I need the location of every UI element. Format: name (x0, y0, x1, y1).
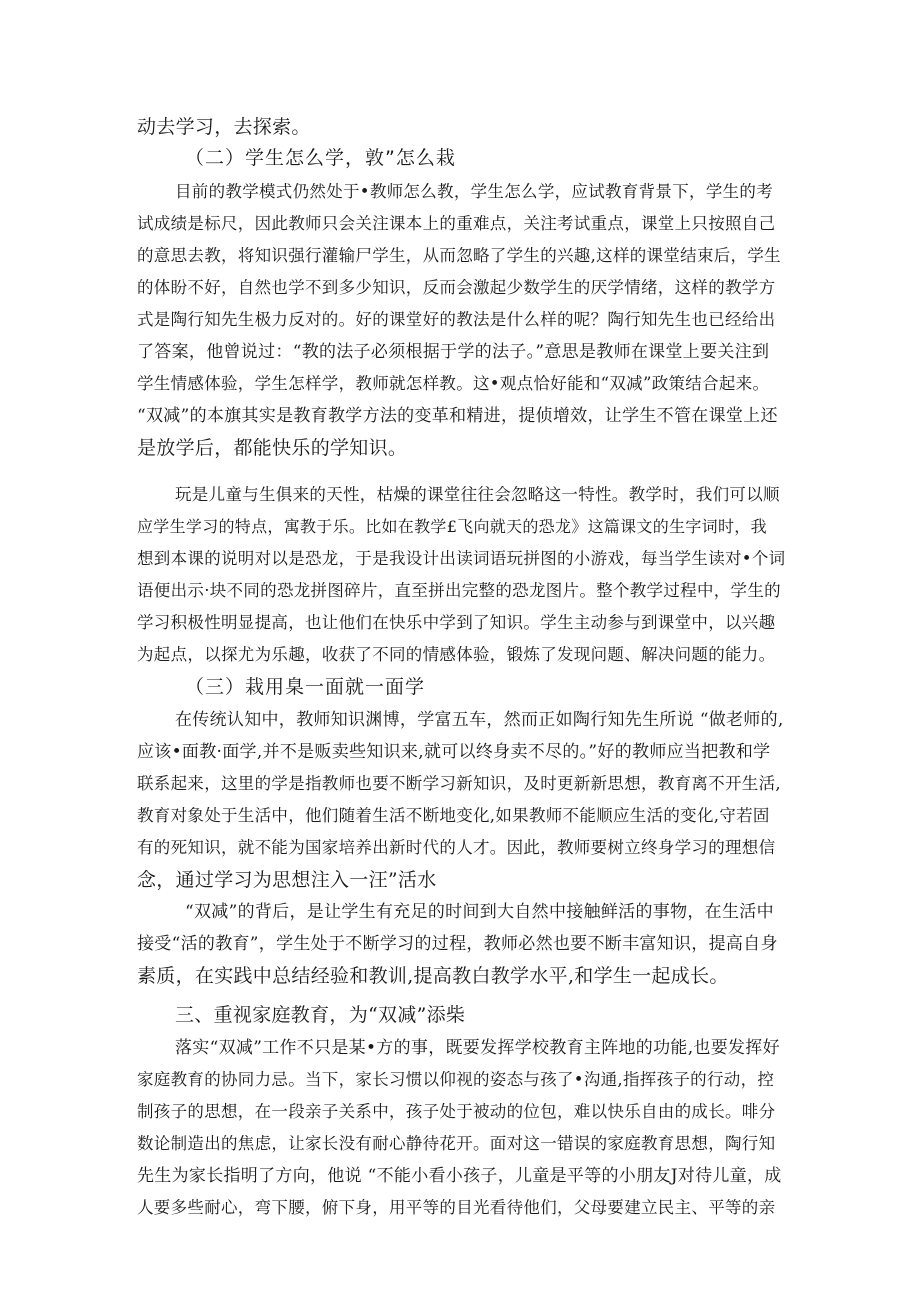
text-line: 动去学习，去探索。 (137, 116, 311, 138)
section-heading: 三、重视家庭教育，为“双减”添柴 (175, 1004, 466, 1026)
text-line: 式是陶行知先生极力反对的。好的课堂好的教法是什么样的呢？陶行知先生也已经给出 (137, 310, 776, 329)
text-line: 的体盼不好，自然也学不到多少知识，反而会激起少数学生的厌学情绪，这样的教学方 (137, 278, 776, 297)
section-heading: （二）学生怎么学，敦”怎么栽 (185, 147, 456, 169)
text-line: 试成绩是标尺，因此教师只会关注课本上的重难点，关注考试重点，课堂上只按照自己 (137, 214, 776, 233)
text-line: 教育对象处于生活中，他们随着生活不断地变化,如果教师不能顺应生活的变化,守若固 (137, 806, 770, 825)
text-line: 学习积极性明显提高，也让他们在快乐中学到了知识。学生主动参与到课堂中，以兴趣 (137, 613, 776, 632)
text-line: 制孩子的思想，在一段亲子关系中，孩子处于被动的位包，难以快乐自由的成长。啡分 (137, 1102, 776, 1121)
text-line: 了答案，他曾说过：“教的法子必须根据于学的法子。”意思是教师在课堂上要关注到 (137, 342, 770, 362)
text-line: 落实“双减”工作不只是某•方的事，既要发挥学校教育主阵地的功能,也要发挥好 (175, 1038, 780, 1058)
text-line: 在传统认知中，教师知识渊博，学富五车，然而正如陶行知先生所说 “做老师的, (175, 710, 784, 730)
text-line: 玩是儿童与生俱来的天性，枯燥的课堂往往会忽略这一特性。教学时，我们可以顺 (175, 485, 780, 504)
text-line: “双减”的本旗其实是教育教学方法的变革和精进，提侦增效，让学生不管在课堂上还 (137, 406, 778, 426)
text-line: 想到本课的说明对以是恐龙，于是我设计出读词语玩拼图的小游戏，每当学生读对•个词 (137, 549, 786, 568)
text-line: 联系起来，这里的学是指教师也要不断学习新知识，及时更新新思想，教育离不开生活, (137, 774, 781, 793)
text-line: 语便出示·块不同的恐龙拼图碎片，直至拼出完整的恐龙图片。整个教学过程中，学生的 (137, 581, 781, 600)
text-line: 学生情感体验，学生怎样学，教师就怎样教。这•观点恰好能和“双减”政策结合起来。 (137, 374, 770, 393)
text-line: 接受“活的教育”，学生处于不断学习的过程，教师必然也要不断丰富知识，提高自身 (137, 934, 778, 954)
text-line: 数论制造出的焦虑，让家长没有耐心静待花开。面对这一错误的家庭教育思想，陶行知 (137, 1134, 776, 1153)
text-line: 家庭教育的协同力忌。当下，家长习惯以仰视的姿态与孩了•沟通,指挥孩子的行动，控 (137, 1070, 775, 1089)
text-line: 念，通过学习为思想注入一汪”活水 (137, 869, 437, 891)
text-line: “双减”的背后，是让学生有充足的时间到大自然中接触鲜活的事物，在生活中 (185, 902, 774, 922)
text-line: 先生为家长指明了方向，他说 “不能小看小孩子，儿童是平等的小朋友J对待儿童，成 (137, 1166, 782, 1186)
text-line: 目前的教学模式仍然处于•教师怎么教，学生怎么学，应试教育背景下，学生的考 (175, 182, 774, 201)
text-line: 应学生学习的特点，寓教于乐。比如在教学£飞向就天的恐龙》这篇课文的生字词时，我 (137, 517, 767, 536)
section-heading: （三）栽用臬一面就一面学 (185, 676, 426, 698)
text-line: 素质，在实践中总结经验和教训,提高教白教学水平,和学生一起成长。 (137, 965, 729, 987)
text-line: 的意思去教，将知识强行灌输尸学生，从而忽略了学生的兴趣,这样的课堂结束后，学生 (137, 246, 781, 265)
text-line: 人要多些耐心，弯下腰，俯下身，用平等的目光看待他们，父母要建立民主、平等的亲 (137, 1198, 776, 1217)
text-line: 有的死知识，就不能为国家培养出新时代的人才。因此，教师要树立终身学习的理想信 (137, 838, 776, 857)
text-line: 应该•面教·面学,并不是贩卖些知识来,就可以终身卖不尽的。”好的教师应当把教和学 (137, 742, 771, 762)
text-line: 为起点，以探尤为乐趣，收获了不同的情感体验，锻炼了发现问题、解决问题的能力。 (137, 645, 776, 664)
text-line: 是放学后，都能快乐的学知识。 (137, 437, 408, 459)
